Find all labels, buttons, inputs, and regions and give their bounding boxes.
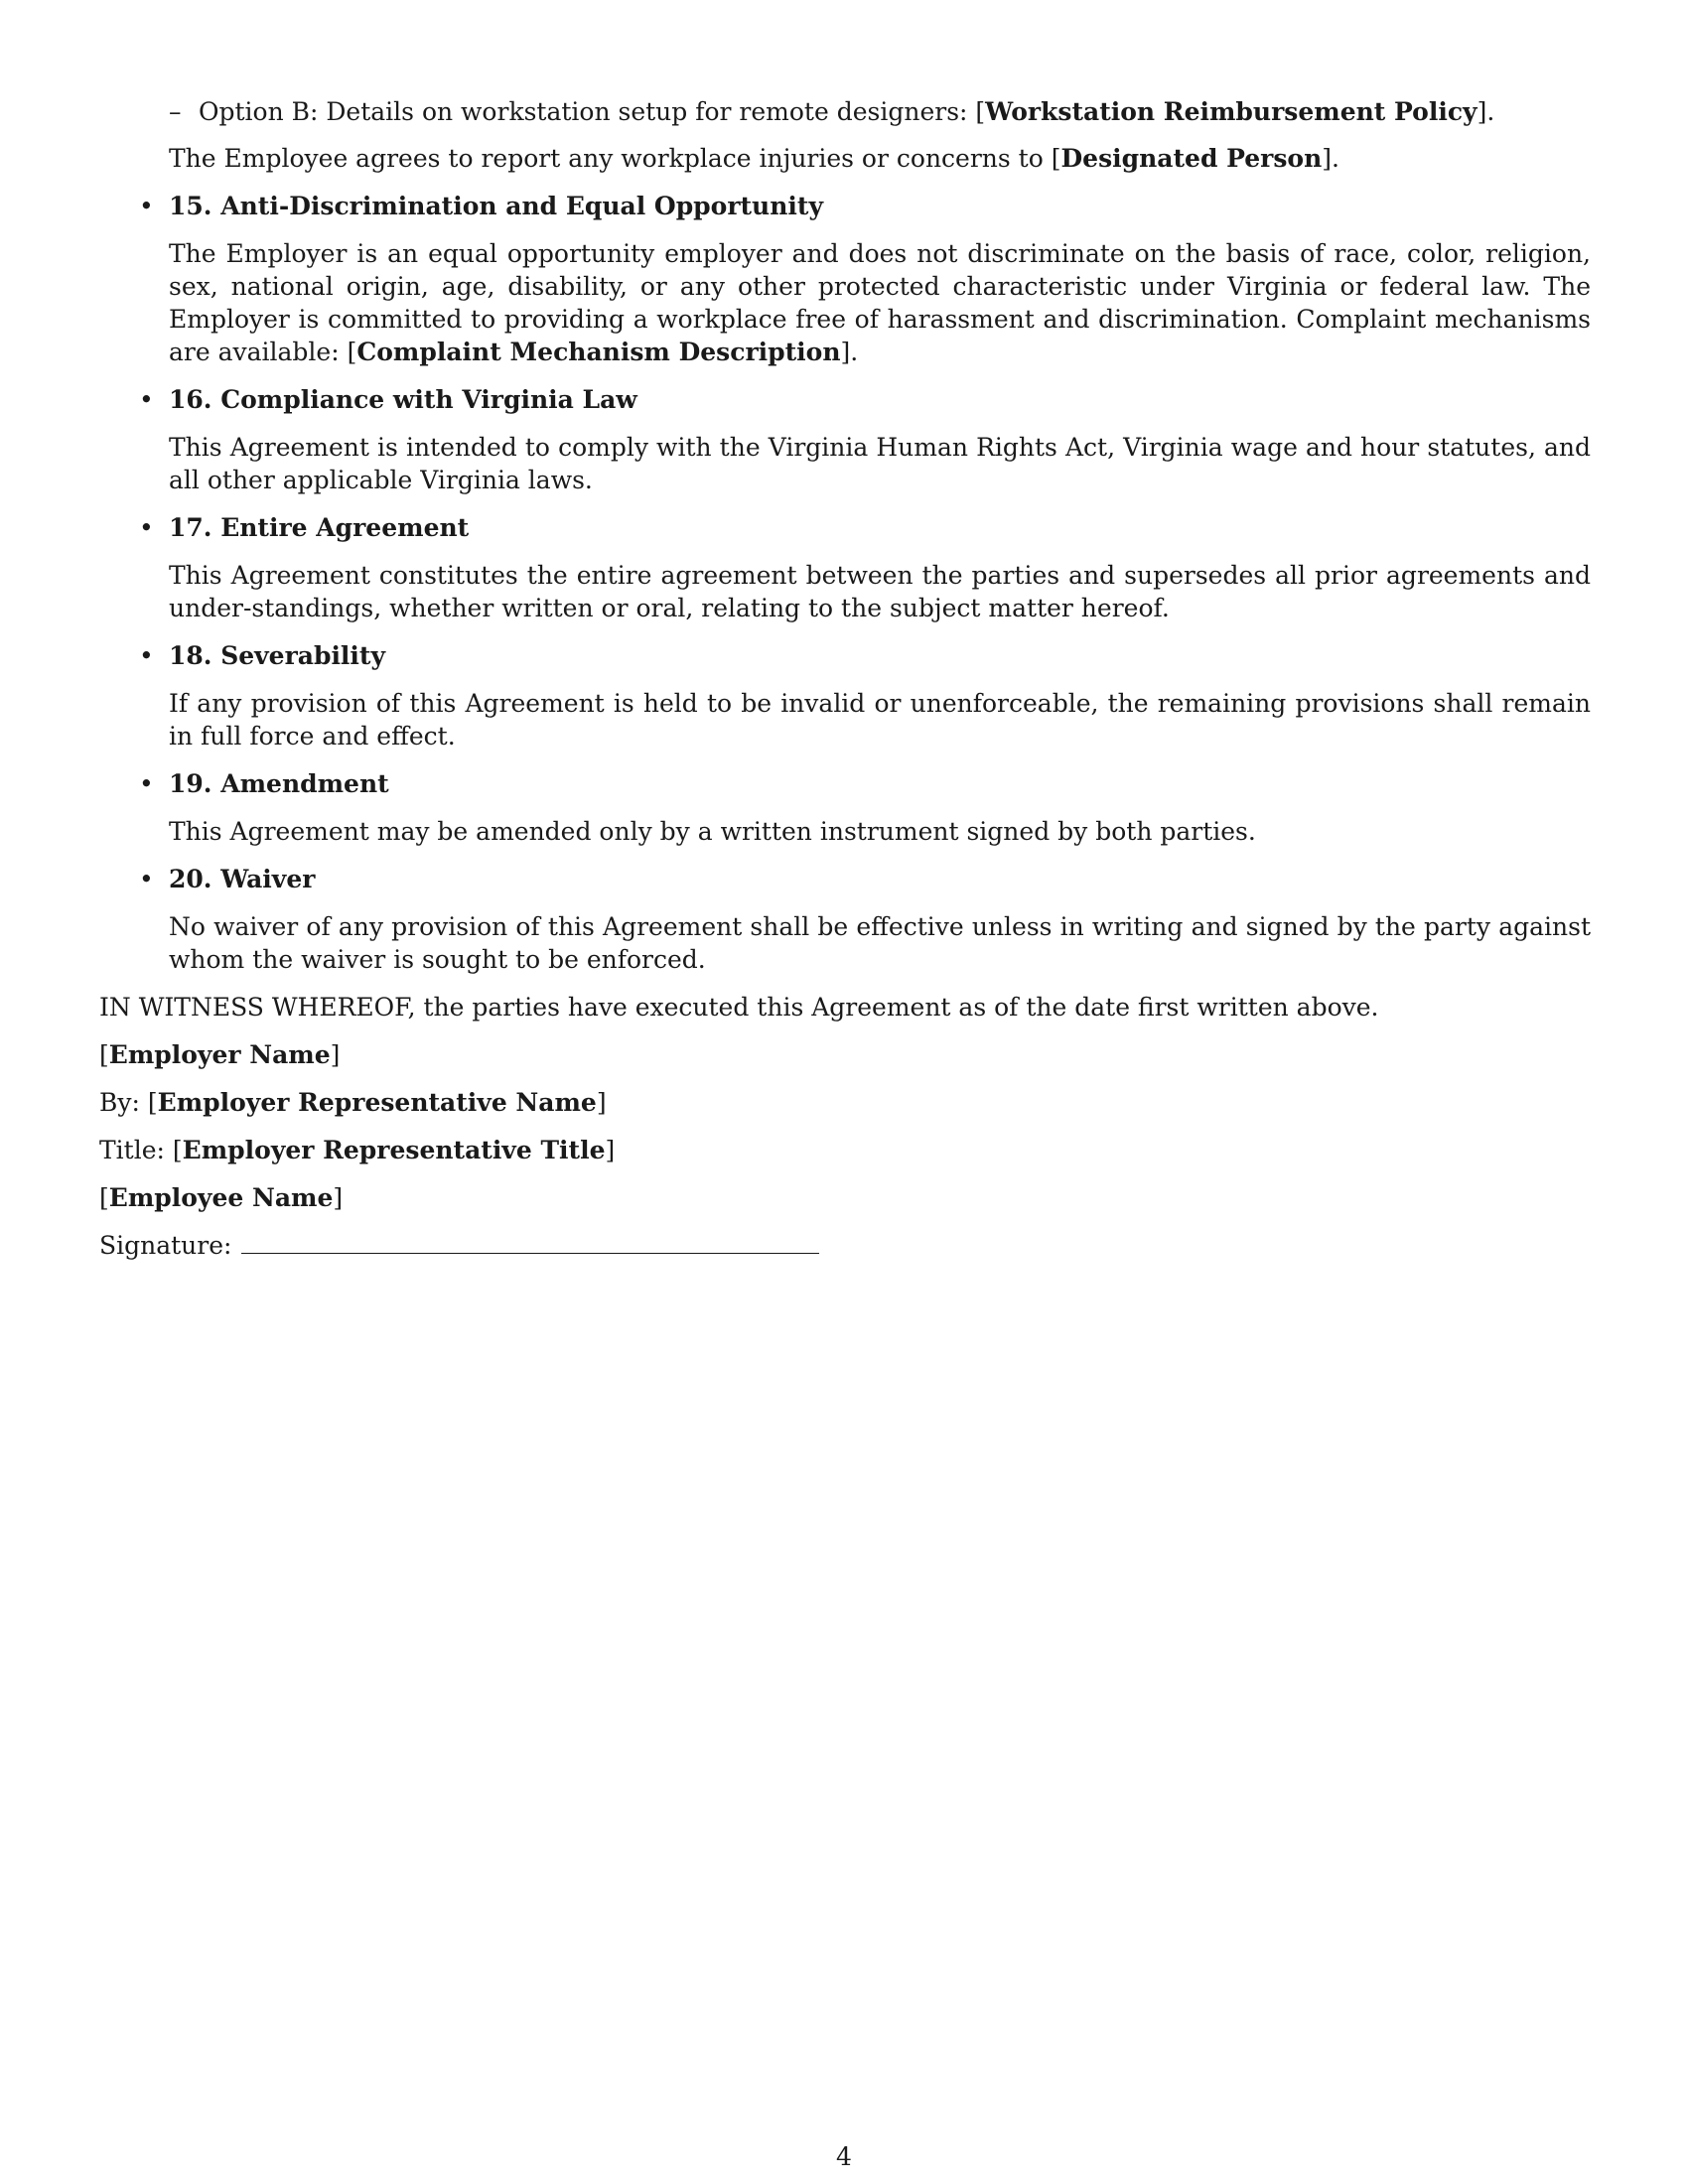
section-title: 19. Amendment [169,769,389,798]
section-title: 15. Anti-Discrimination and Equal Opportunity [169,192,823,220]
section-body: If any provision of this Agreement is held to be invalid or unenforceable, the remaining provisions shall remain in full force and effect. [169,689,1591,751]
document-page [99,95,1591,1277]
section-body: This Agreement is intended to comply with the Virginia Human Rights Act, Virginia wage and hour statutes, and all other applicable Virginia laws. [169,433,1591,494]
bullet-marker: • [139,192,154,220]
section-title: 20. Waiver [169,865,316,893]
section-body: No waiver of any provision of this Agreement shall be effective unless in writing and signed by the party against whom the waiver is sought to be enforced. [169,912,1591,974]
bullet-marker: • [139,385,154,414]
section-body-trailing: . [850,338,859,366]
section-16 [139,383,1591,496]
section-title: 16. Compliance with Virginia Law [169,385,637,414]
by-label: By: [99,1088,148,1117]
section-body: The Employer is an equal opportunity employer and does not discriminate on the basis of race, color, religion, sex, national origin, age, disability, or any other protected characteristic under Virginia or federal law. The Employer is committed to providing a workplace free of harassment and discrimination. Complaint mechanisms are available: [Complaint Mechanism Description]. [169,239,1591,366]
bullet-marker: • [139,641,154,670]
section-20 [139,863,1591,976]
by-line: By: [Employer Representative Name] [99,1088,607,1117]
section-body: This Agreement constitutes the entire agreement between the parties and supersedes all prior agreements and under-standings, whether written or oral, relating to the subject matter hereof. [169,561,1591,622]
section-title: 18. Severability [169,641,386,670]
bullet-marker: • [139,769,154,798]
report-placeholder: Designated Person [1060,144,1323,173]
employee-name-placeholder: Employee Name [108,1183,334,1212]
section-body: This Agreement may be amended only by a written instrument signed by both parties. [169,817,1256,846]
employee-name-line: [Employee Name] [99,1183,344,1212]
title-label: Title: [99,1136,173,1164]
option-b-placeholder: Workstation Reimbursement Policy [985,97,1477,126]
signature-blank[interactable] [241,1231,819,1254]
section-body-text: The Employer is an equal opportunity employer and does not discriminate on the basis of race, color, religion, sex, national origin, age, disability, or any other protected characteristic under Virginia or federal law. The Employer is committed to providing a workplace free of harassment and discrimination. Complaint mechanisms are available: [169,239,1591,366]
witness-clause: IN WITNESS WHEREOF, the parties have executed this Agreement as of the date first written above. [99,993,1379,1022]
employer-rep-title-placeholder: Employer Representative Title [182,1136,606,1164]
section-18 [139,639,1591,752]
signature-line [99,1229,1591,1262]
dash-marker: – [169,97,182,126]
complaint-placeholder: Complaint Mechanism Description [356,338,841,366]
report-text: The Employee agrees to report any workplace injuries or concerns to [169,144,1052,173]
section-19 [139,767,1591,848]
section-15 [139,190,1591,368]
employer-rep-name-placeholder: Employer Representative Name [157,1088,597,1117]
signature-label: Signature: [99,1231,232,1260]
option-b-text: Option B: Details on workstation setup for remote designers: [199,97,976,126]
employer-name-line: [Employer Name] [99,1040,341,1069]
employer-name-placeholder: Employer Name [108,1040,331,1069]
report-paragraph: The Employee agrees to report any workplace injuries or concerns to [Designated Person]. [169,144,1339,173]
bullet-marker: • [139,513,154,542]
section-17 [139,511,1591,624]
section-title: 17. Entire Agreement [169,513,470,542]
option-b-line: – Option B: Details on workstation setup for remote designers: [Workstation Reimbursement Policy]. [169,97,1495,126]
bullet-marker: • [139,865,154,893]
title-line: Title: [Employer Representative Title] [99,1136,616,1164]
page-number: 4 [836,2142,852,2171]
